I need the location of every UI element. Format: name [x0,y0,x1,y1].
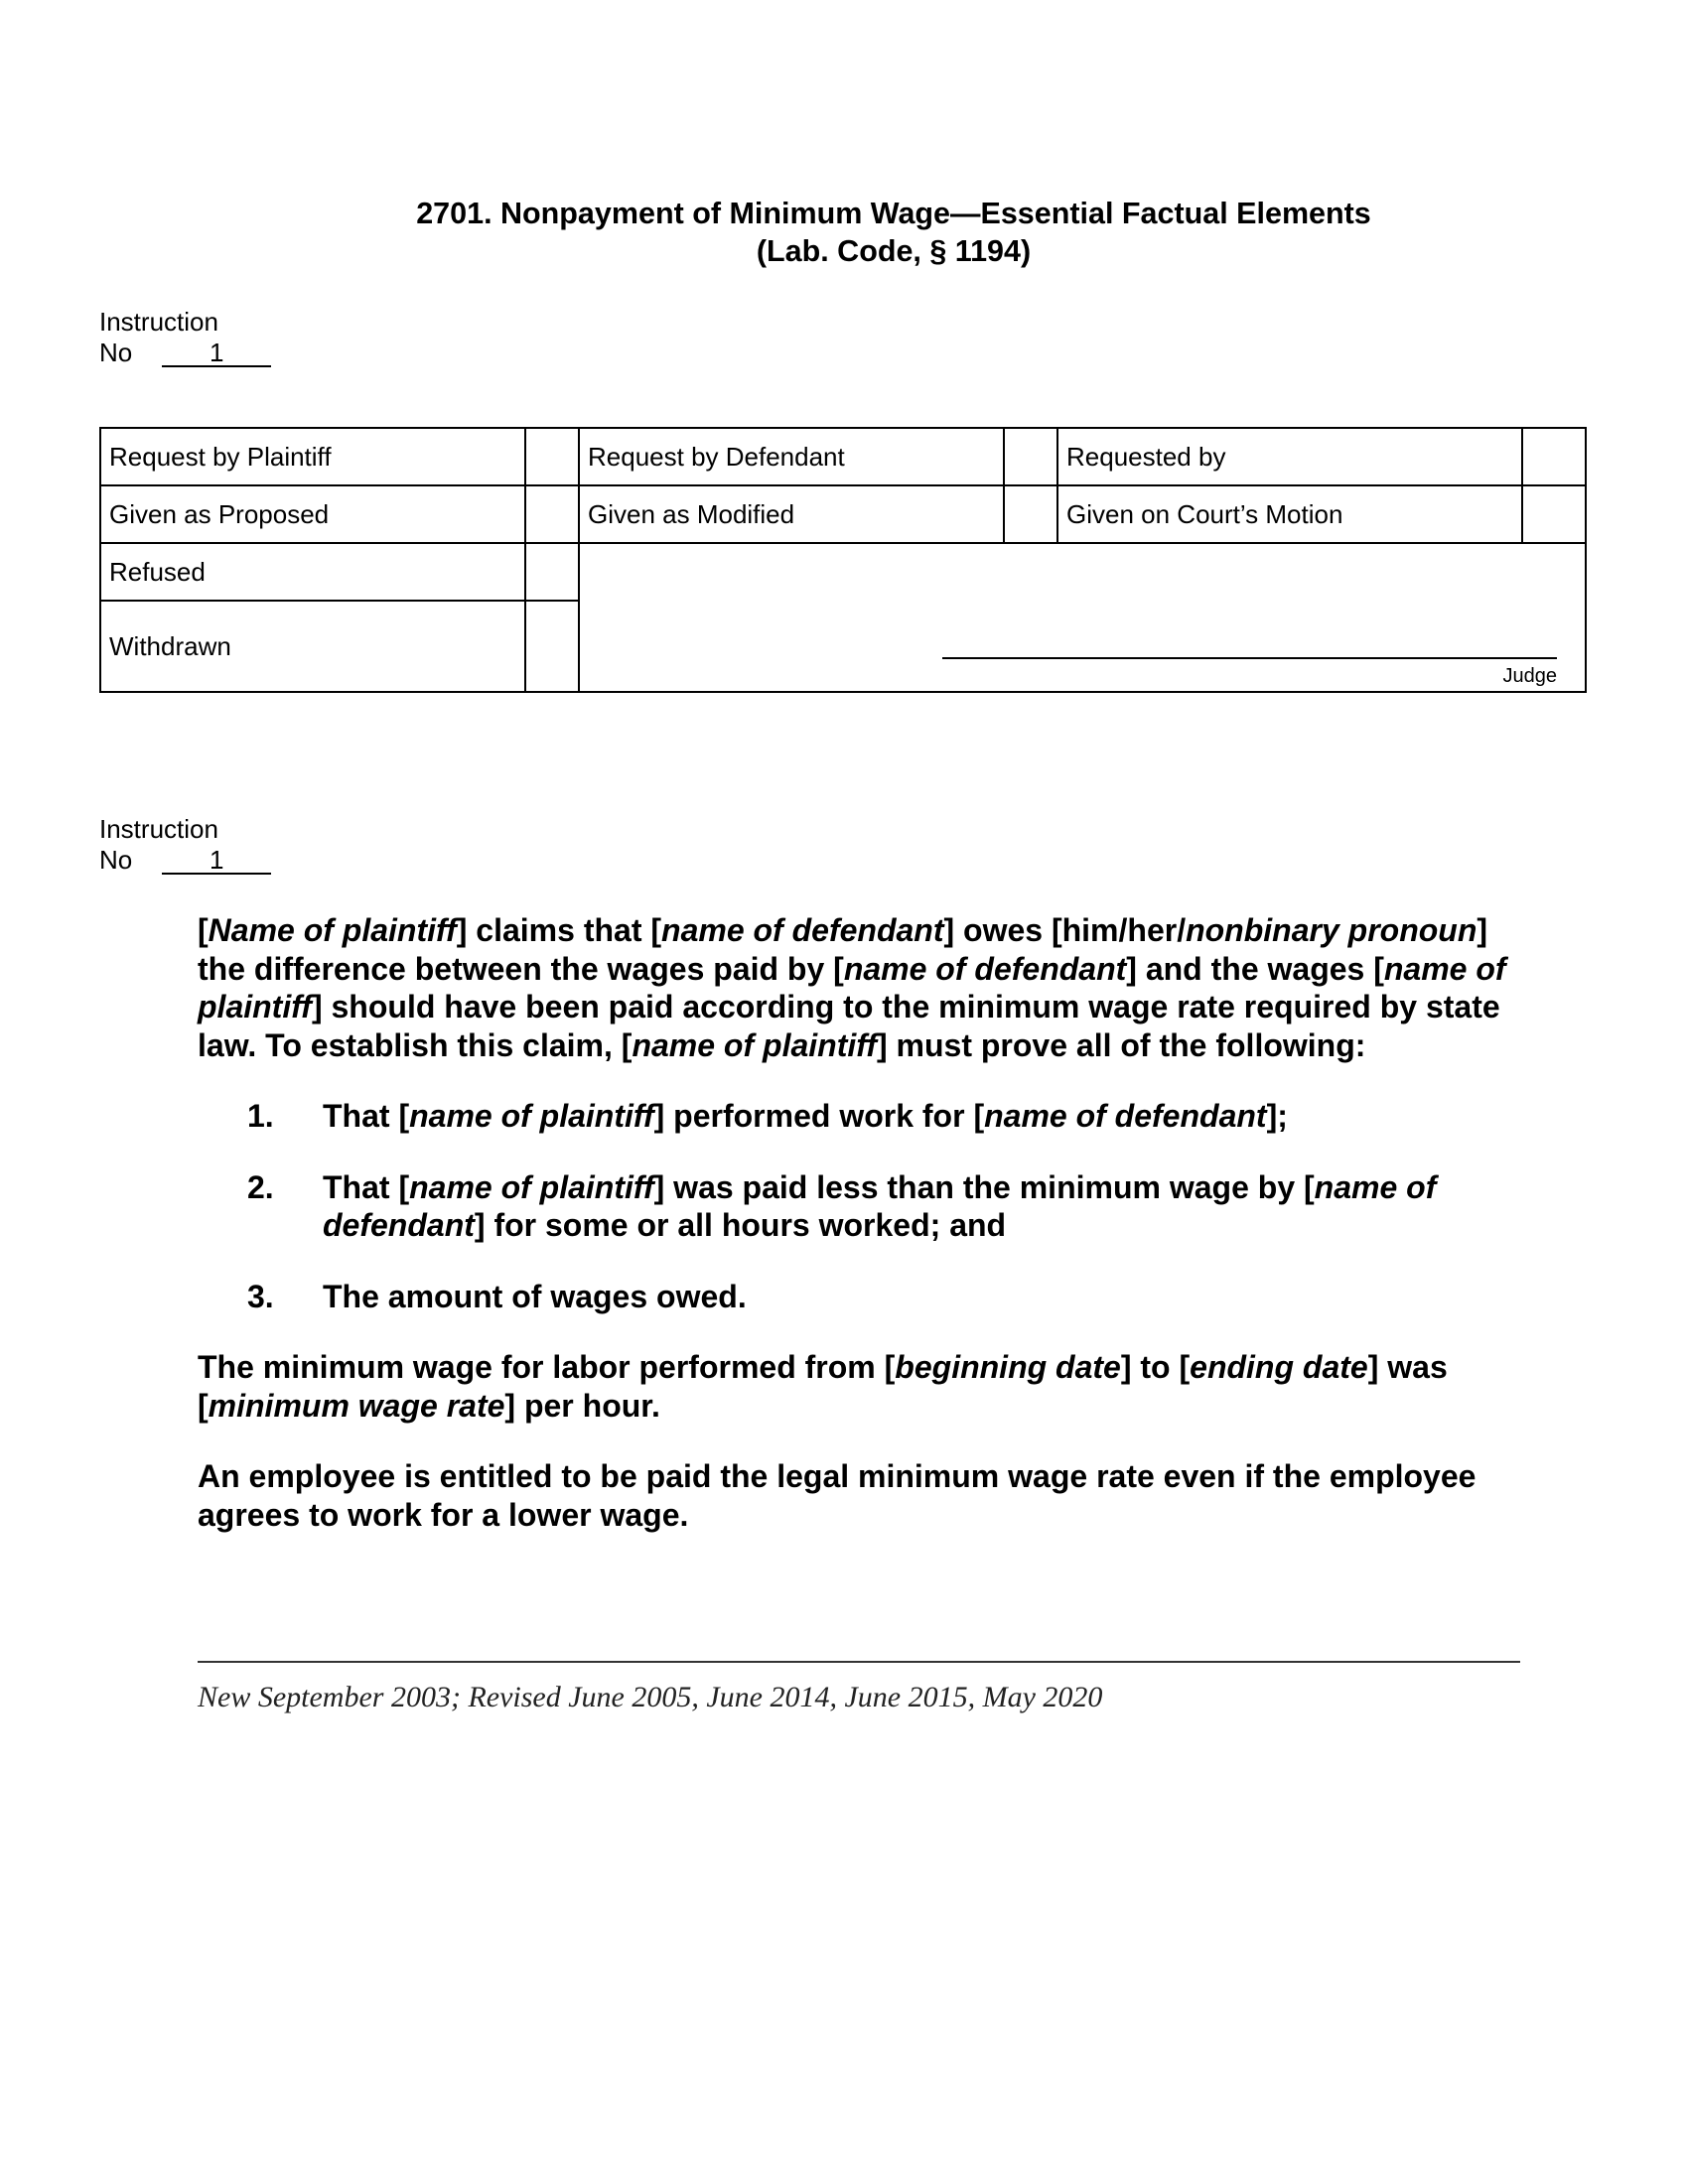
given-on-courts-motion-checkbox[interactable] [1522,485,1586,543]
instruction-label: Instruction [99,814,218,844]
requested-by-checkbox[interactable] [1522,428,1586,485]
given-as-proposed-checkbox[interactable] [525,485,579,543]
footer-divider [198,1661,1520,1663]
title-line-2: (Lab. Code, § 1194) [756,234,1032,268]
requested-by-label: Requested by [1057,428,1522,485]
given-as-modified-label: Given as Modified [579,485,1004,543]
judge-label: Judge [1502,665,1557,687]
judge-signature-line[interactable] [942,657,1557,659]
intro-paragraph: [Name of plaintiff] claims that [name of defendant] owes [him/her/nonbinary pronoun] the difference between the wages paid by [name of defendant] and the wages [name of plaintiff] should have been paid according to the minimum wage rate required by state law. To establish this claim, [name of plaintiff] must prove all of the following: [198,912,1506,1063]
withdrawn-label: Withdrawn [100,601,525,692]
list-item: 3. The amount of wages owed. [247,1278,747,1314]
list-item: 2. That [name of plaintiff] was paid less than the minimum wage by [name of defendant] for some or all hours worked; and [247,1168,1437,1243]
instruction-title [0,195,1688,270]
instruction-label: Instruction [99,307,218,337]
entitled-paragraph: An employee is entitled to be paid the legal minimum wage rate even if the employee agrees to work for a lower wage. [198,1458,1477,1533]
instruction-number-block-top [99,307,271,368]
elements-list [198,1097,1518,1315]
no-label: No [99,845,133,875]
withdrawn-checkbox[interactable] [525,601,579,692]
revision-history: New September 2003; Revised June 2005, June 2014, June 2015, May 2020 [198,1681,1103,1713]
no-label: No [99,338,133,367]
given-as-proposed-label: Given as Proposed [100,485,525,543]
request-by-plaintiff-checkbox[interactable] [525,428,579,485]
refused-checkbox[interactable] [525,543,579,601]
instruction-number-block-bottom [99,814,271,876]
instruction-number-field[interactable]: 1 [162,847,271,875]
minimum-wage-paragraph: The minimum wage for labor performed from [beginning date] to [ending date] was [minimum wage rate] per hour. [198,1349,1448,1424]
request-by-plaintiff-label: Request by Plaintiff [100,428,525,485]
instruction-no-row [99,845,271,876]
instruction-body [198,911,1518,1567]
title-line-1: 2701. Nonpayment of Minimum Wage—Essential Factual Elements [416,197,1371,230]
request-by-defendant-label: Request by Defendant [579,428,1004,485]
given-on-courts-motion-label: Given on Court’s Motion [1057,485,1522,543]
judge-signature-area [579,543,1586,692]
given-as-modified-checkbox[interactable] [1004,485,1057,543]
request-status-table [99,427,1587,693]
request-by-defendant-checkbox[interactable] [1004,428,1057,485]
instruction-no-row [99,338,271,368]
refused-label: Refused [100,543,525,601]
list-item: 1. That [name of plaintiff] performed work for [name of defendant]; [247,1098,1288,1134]
instruction-number-field[interactable]: 1 [162,340,271,367]
